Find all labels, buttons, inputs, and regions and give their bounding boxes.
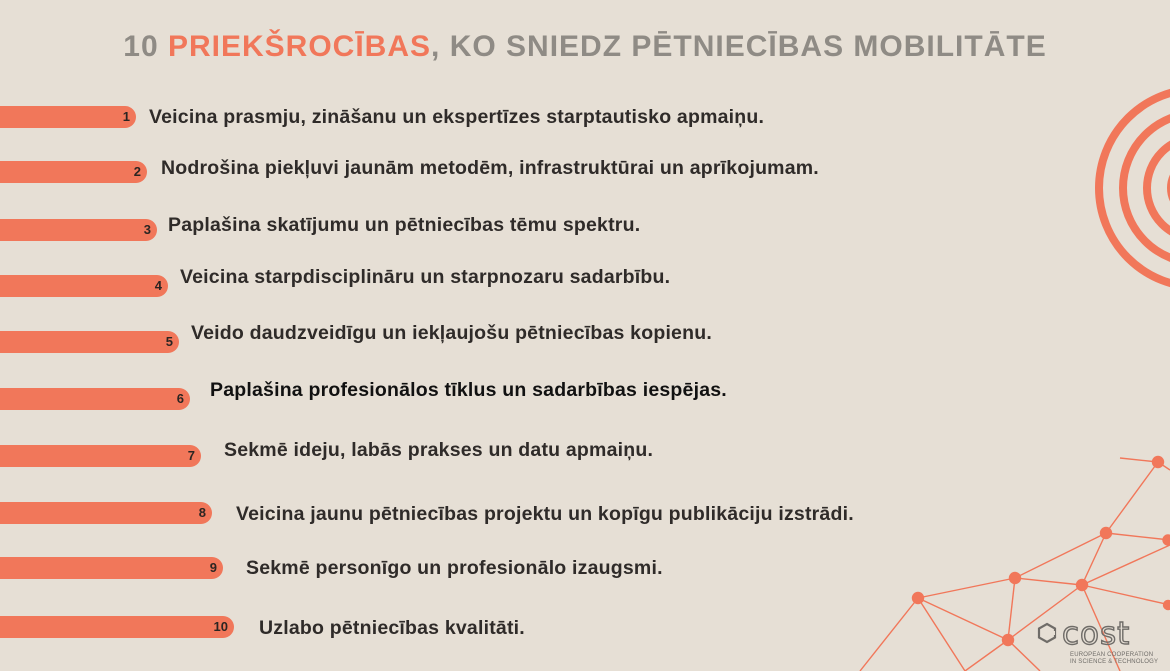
title-prefix: 10 — [123, 30, 168, 63]
benefit-text-1: Veicina prasmju, zināšanu un ekspertīzes starptautisko apmaiņu. — [149, 106, 765, 128]
cost-logo — [1036, 618, 1160, 666]
benefit-text-7: Sekmē ideju, labās prakses un datu apmaiņu. — [224, 439, 654, 461]
benefit-text-2: Nodrošina piekļuvi jaunām metodēm, infrastruktūrai un aprīkojumam. — [161, 157, 819, 179]
benefit-number-10: 10 — [213, 619, 228, 634]
benefit-number-6: 6 — [176, 391, 184, 406]
benefit-number-3: 3 — [143, 222, 151, 237]
benefit-text-5: Veido daudzveidīgu un iekļaujošu pētniecības kopienu. — [191, 322, 712, 344]
benefit-number-5: 5 — [165, 334, 173, 349]
benefit-number-9: 9 — [209, 560, 217, 575]
cost-logo-subtitle-1: EUROPEAN COOPERATION — [1070, 652, 1154, 658]
benefit-number-7: 7 — [187, 448, 195, 463]
benefit-text-8: Veicina jaunu pētniecības projektu un kopīgu publikāciju izstrādi. — [236, 503, 854, 525]
benefit-text-10: Uzlabo pētniecības kvalitāti. — [259, 617, 525, 639]
concentric-arcs-decoration — [1099, 89, 1170, 287]
benefit-text-3: Paplašina skatījumu un pētniecības tēmu spektru. — [168, 214, 641, 236]
benefit-text-4: Veicina starpdisciplināru un starpnozaru sadarbību. — [180, 266, 671, 288]
benefit-number-4: 4 — [154, 278, 162, 293]
cost-logo-mark-icon — [1036, 622, 1058, 644]
benefit-number-8: 8 — [198, 505, 206, 520]
benefit-number-1: 1 — [122, 109, 130, 124]
title-suffix: , KO SNIEDZ PĒTNIECĪBAS MOBILITĀTE — [431, 30, 1047, 63]
cost-logo-wordmark: cost — [1062, 616, 1131, 652]
cost-logo-subtitle-2: IN SCIENCE & TECHNOLOGY — [1070, 659, 1159, 665]
benefit-number-2: 2 — [133, 164, 141, 179]
title-accent: PRIEKŠROCĪBAS — [167, 30, 432, 63]
benefit-text-6: Paplašina profesionālos tīklus un sadarbības iespējas. — [210, 379, 727, 401]
benefit-text-9: Sekmē personīgo un profesionālo izaugsmi. — [246, 557, 663, 579]
